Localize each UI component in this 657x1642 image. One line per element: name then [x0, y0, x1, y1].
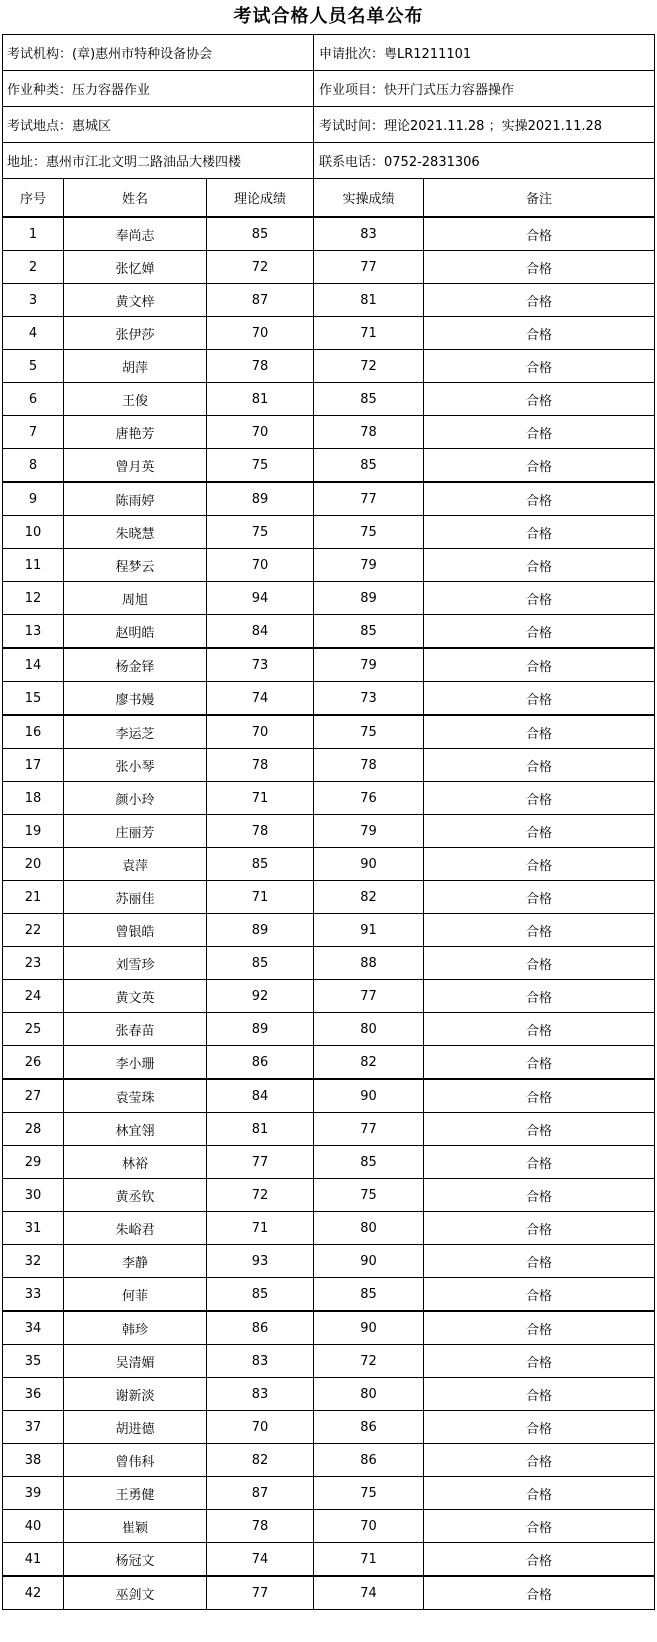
- cell-practical-score: 70: [314, 1510, 424, 1543]
- cell-seq: 38: [3, 1444, 64, 1477]
- cell-seq: 29: [3, 1146, 64, 1179]
- cell-seq: 9: [3, 482, 64, 516]
- application-batch: 申请批次：粤LR1211101: [314, 35, 655, 71]
- cell-remark: 合格: [424, 980, 655, 1013]
- cell-remark: 合格: [424, 881, 655, 914]
- cell-theory-score: 70: [207, 416, 314, 449]
- cell-seq: 8: [3, 449, 64, 483]
- cell-practical-score: 85: [314, 383, 424, 416]
- cell-seq: 14: [3, 648, 64, 682]
- cell-remark: 合格: [424, 1477, 655, 1510]
- cell-theory-score: 81: [207, 383, 314, 416]
- cell-name: 吴清媚: [64, 1345, 207, 1378]
- table-row: [3, 782, 655, 815]
- cell-theory-score: 74: [207, 1543, 314, 1577]
- table-row: [3, 1543, 655, 1577]
- table-row: [3, 1278, 655, 1312]
- cell-seq: 23: [3, 947, 64, 980]
- table-row: [3, 582, 655, 615]
- cell-remark: 合格: [424, 1212, 655, 1245]
- cell-name: 袁莹珠: [64, 1079, 207, 1113]
- cell-theory-score: 84: [207, 615, 314, 649]
- cell-name: 曾银皓: [64, 914, 207, 947]
- cell-theory-score: 85: [207, 848, 314, 881]
- cell-theory-score: 83: [207, 1345, 314, 1378]
- column-header-seq: 序号: [3, 179, 64, 218]
- table-row: [3, 980, 655, 1013]
- cell-name: 胡萍: [64, 350, 207, 383]
- table-row: [3, 848, 655, 881]
- cell-name: 张忆婵: [64, 251, 207, 284]
- cell-practical-score: 90: [314, 1245, 424, 1278]
- cell-practical-score: 76: [314, 782, 424, 815]
- cell-seq: 18: [3, 782, 64, 815]
- cell-seq: 7: [3, 416, 64, 449]
- cell-practical-score: 75: [314, 715, 424, 749]
- cell-seq: 3: [3, 284, 64, 317]
- cell-theory-score: 93: [207, 1245, 314, 1278]
- cell-theory-score: 77: [207, 1146, 314, 1179]
- cell-name: 崔颖: [64, 1510, 207, 1543]
- cell-practical-score: 91: [314, 914, 424, 947]
- table-row: [3, 1477, 655, 1510]
- table-row: [3, 1245, 655, 1278]
- table-row: [3, 549, 655, 582]
- cell-practical-score: 85: [314, 615, 424, 649]
- contact-phone: 联系电话：0752-2831306: [314, 143, 655, 179]
- cell-seq: 35: [3, 1345, 64, 1378]
- table-row: [3, 615, 655, 649]
- cell-remark: 合格: [424, 1378, 655, 1411]
- cell-name: 胡进德: [64, 1411, 207, 1444]
- cell-name: 奉尚志: [64, 217, 207, 251]
- cell-remark: 合格: [424, 715, 655, 749]
- cell-theory-score: 70: [207, 715, 314, 749]
- table-row: [3, 914, 655, 947]
- cell-seq: 26: [3, 1046, 64, 1080]
- cell-theory-score: 85: [207, 947, 314, 980]
- cell-seq: 21: [3, 881, 64, 914]
- cell-theory-score: 71: [207, 881, 314, 914]
- table-row: [3, 284, 655, 317]
- cell-name: 赵明皓: [64, 615, 207, 649]
- cell-seq: 13: [3, 615, 64, 649]
- cell-theory-score: 87: [207, 284, 314, 317]
- cell-theory-score: 73: [207, 648, 314, 682]
- cell-theory-score: 85: [207, 1278, 314, 1312]
- cell-practical-score: 77: [314, 482, 424, 516]
- info-row: [3, 71, 655, 107]
- cell-theory-score: 89: [207, 914, 314, 947]
- cell-practical-score: 86: [314, 1411, 424, 1444]
- table-row: [3, 482, 655, 516]
- cell-name: 何菲: [64, 1278, 207, 1312]
- cell-seq: 20: [3, 848, 64, 881]
- cell-remark: 合格: [424, 1444, 655, 1477]
- cell-practical-score: 73: [314, 682, 424, 716]
- cell-practical-score: 82: [314, 1046, 424, 1080]
- cell-name: 朱晓慧: [64, 516, 207, 549]
- table-row: [3, 1378, 655, 1411]
- info-row: [3, 35, 655, 71]
- table-row: [3, 1046, 655, 1080]
- cell-remark: 合格: [424, 1543, 655, 1577]
- cell-practical-score: 80: [314, 1212, 424, 1245]
- cell-seq: 41: [3, 1543, 64, 1577]
- cell-remark: 合格: [424, 1411, 655, 1444]
- cell-seq: 40: [3, 1510, 64, 1543]
- cell-theory-score: 74: [207, 682, 314, 716]
- cell-theory-score: 89: [207, 482, 314, 516]
- cell-practical-score: 72: [314, 1345, 424, 1378]
- cell-remark: 合格: [424, 1046, 655, 1080]
- results-table: [2, 34, 655, 1610]
- table-row: [3, 1411, 655, 1444]
- cell-practical-score: 75: [314, 1179, 424, 1212]
- cell-name: 张春苗: [64, 1013, 207, 1046]
- cell-seq: 42: [3, 1576, 64, 1610]
- cell-practical-score: 80: [314, 1378, 424, 1411]
- cell-practical-score: 77: [314, 251, 424, 284]
- cell-remark: 合格: [424, 1510, 655, 1543]
- cell-remark: 合格: [424, 284, 655, 317]
- cell-practical-score: 78: [314, 749, 424, 782]
- cell-name: 曾月英: [64, 449, 207, 483]
- cell-name: 刘雪珍: [64, 947, 207, 980]
- cell-name: 林裕: [64, 1146, 207, 1179]
- cell-remark: 合格: [424, 251, 655, 284]
- cell-theory-score: 75: [207, 516, 314, 549]
- cell-name: 黄丞钦: [64, 1179, 207, 1212]
- cell-seq: 28: [3, 1113, 64, 1146]
- cell-seq: 15: [3, 682, 64, 716]
- table-row: [3, 251, 655, 284]
- cell-seq: 6: [3, 383, 64, 416]
- cell-name: 李小珊: [64, 1046, 207, 1080]
- table-row: [3, 1179, 655, 1212]
- cell-name: 巫剑文: [64, 1576, 207, 1610]
- cell-theory-score: 78: [207, 1510, 314, 1543]
- table-row: [3, 715, 655, 749]
- cell-seq: 17: [3, 749, 64, 782]
- cell-practical-score: 82: [314, 881, 424, 914]
- cell-seq: 16: [3, 715, 64, 749]
- work-item: 作业项目：快开门式压力容器操作: [314, 71, 655, 107]
- cell-seq: 31: [3, 1212, 64, 1245]
- cell-practical-score: 85: [314, 1146, 424, 1179]
- table-row: [3, 416, 655, 449]
- cell-remark: 合格: [424, 1113, 655, 1146]
- table-row: [3, 947, 655, 980]
- cell-seq: 33: [3, 1278, 64, 1312]
- cell-remark: 合格: [424, 615, 655, 649]
- cell-name: 朱峪君: [64, 1212, 207, 1245]
- info-row: [3, 143, 655, 179]
- cell-practical-score: 89: [314, 582, 424, 615]
- cell-name: 李静: [64, 1245, 207, 1278]
- cell-name: 颜小玲: [64, 782, 207, 815]
- cell-remark: 合格: [424, 549, 655, 582]
- cell-theory-score: 87: [207, 1477, 314, 1510]
- cell-remark: 合格: [424, 1278, 655, 1312]
- cell-theory-score: 72: [207, 251, 314, 284]
- cell-practical-score: 85: [314, 1278, 424, 1312]
- table-row: [3, 449, 655, 483]
- cell-name: 张小琴: [64, 749, 207, 782]
- cell-practical-score: 79: [314, 648, 424, 682]
- cell-theory-score: 82: [207, 1444, 314, 1477]
- cell-practical-score: 72: [314, 350, 424, 383]
- cell-name: 周旭: [64, 582, 207, 615]
- exam-location: 考试地点：惠城区: [3, 107, 314, 143]
- cell-remark: 合格: [424, 682, 655, 716]
- cell-name: 王俊: [64, 383, 207, 416]
- table-row: [3, 317, 655, 350]
- cell-seq: 22: [3, 914, 64, 947]
- cell-seq: 10: [3, 516, 64, 549]
- cell-practical-score: 88: [314, 947, 424, 980]
- cell-seq: 2: [3, 251, 64, 284]
- cell-remark: 合格: [424, 217, 655, 251]
- cell-remark: 合格: [424, 449, 655, 483]
- cell-remark: 合格: [424, 383, 655, 416]
- cell-practical-score: 90: [314, 1079, 424, 1113]
- cell-remark: 合格: [424, 1179, 655, 1212]
- table-row: [3, 1576, 655, 1610]
- cell-remark: 合格: [424, 1013, 655, 1046]
- cell-seq: 1: [3, 217, 64, 251]
- cell-practical-score: 81: [314, 284, 424, 317]
- cell-theory-score: 70: [207, 549, 314, 582]
- cell-remark: 合格: [424, 648, 655, 682]
- cell-remark: 合格: [424, 1146, 655, 1179]
- cell-seq: 30: [3, 1179, 64, 1212]
- cell-theory-score: 78: [207, 749, 314, 782]
- cell-remark: 合格: [424, 350, 655, 383]
- cell-seq: 27: [3, 1079, 64, 1113]
- cell-name: 曾伟科: [64, 1444, 207, 1477]
- table-row: [3, 682, 655, 716]
- work-category: 作业种类：压力容器作业: [3, 71, 314, 107]
- cell-theory-score: 81: [207, 1113, 314, 1146]
- table-row: [3, 1444, 655, 1477]
- cell-seq: 37: [3, 1411, 64, 1444]
- cell-practical-score: 78: [314, 416, 424, 449]
- table-row: [3, 217, 655, 251]
- cell-theory-score: 94: [207, 582, 314, 615]
- cell-theory-score: 75: [207, 449, 314, 483]
- cell-practical-score: 75: [314, 1477, 424, 1510]
- cell-name: 唐艳芳: [64, 416, 207, 449]
- info-row: [3, 107, 655, 143]
- cell-seq: 34: [3, 1311, 64, 1345]
- cell-theory-score: 86: [207, 1046, 314, 1080]
- table-row: [3, 648, 655, 682]
- cell-name: 杨金铎: [64, 648, 207, 682]
- table-row: [3, 1311, 655, 1345]
- table-header-row: [3, 179, 655, 218]
- cell-practical-score: 90: [314, 848, 424, 881]
- exam-time: 考试时间：理论2021.11.28 ；实操2021.11.28: [314, 107, 655, 143]
- cell-name: 廖书嫚: [64, 682, 207, 716]
- cell-seq: 24: [3, 980, 64, 1013]
- table-row: [3, 1345, 655, 1378]
- cell-name: 庄丽芳: [64, 815, 207, 848]
- cell-remark: 合格: [424, 1345, 655, 1378]
- cell-theory-score: 77: [207, 1576, 314, 1610]
- cell-name: 袁萍: [64, 848, 207, 881]
- cell-practical-score: 77: [314, 980, 424, 1013]
- cell-remark: 合格: [424, 749, 655, 782]
- cell-remark: 合格: [424, 848, 655, 881]
- cell-remark: 合格: [424, 782, 655, 815]
- table-row: [3, 815, 655, 848]
- page-title: 考试合格人员名单公布: [233, 6, 424, 27]
- address: 地址：惠州市江北文明二路油品大楼四楼: [3, 143, 314, 179]
- column-header-remark: 备注: [424, 179, 655, 218]
- cell-practical-score: 79: [314, 815, 424, 848]
- cell-practical-score: 75: [314, 516, 424, 549]
- table-row: [3, 516, 655, 549]
- table-row: [3, 1079, 655, 1113]
- cell-remark: 合格: [424, 947, 655, 980]
- cell-practical-score: 74: [314, 1576, 424, 1610]
- cell-theory-score: 89: [207, 1013, 314, 1046]
- cell-remark: 合格: [424, 815, 655, 848]
- cell-seq: 12: [3, 582, 64, 615]
- cell-theory-score: 70: [207, 317, 314, 350]
- cell-name: 杨冠文: [64, 1543, 207, 1577]
- cell-name: 黄文英: [64, 980, 207, 1013]
- table-row: [3, 881, 655, 914]
- cell-remark: 合格: [424, 1576, 655, 1610]
- cell-practical-score: 86: [314, 1444, 424, 1477]
- cell-seq: 32: [3, 1245, 64, 1278]
- cell-name: 张伊莎: [64, 317, 207, 350]
- table-row: [3, 1146, 655, 1179]
- cell-name: 王勇健: [64, 1477, 207, 1510]
- table-row: [3, 1013, 655, 1046]
- cell-practical-score: 90: [314, 1311, 424, 1345]
- table-row: [3, 350, 655, 383]
- cell-practical-score: 83: [314, 217, 424, 251]
- cell-practical-score: 71: [314, 1543, 424, 1577]
- cell-theory-score: 70: [207, 1411, 314, 1444]
- table-row: [3, 1113, 655, 1146]
- cell-theory-score: 72: [207, 1179, 314, 1212]
- cell-practical-score: 80: [314, 1013, 424, 1046]
- exam-org: 考试机构：(章)惠州市特种设备协会: [3, 35, 314, 71]
- cell-seq: 19: [3, 815, 64, 848]
- cell-remark: 合格: [424, 317, 655, 350]
- cell-theory-score: 86: [207, 1311, 314, 1345]
- cell-theory-score: 71: [207, 782, 314, 815]
- column-header-theory: 理论成绩: [207, 179, 314, 218]
- cell-seq: 25: [3, 1013, 64, 1046]
- cell-name: 陈雨婷: [64, 482, 207, 516]
- cell-theory-score: 78: [207, 815, 314, 848]
- column-header-practical: 实操成绩: [314, 179, 424, 218]
- cell-name: 林宜翎: [64, 1113, 207, 1146]
- cell-name: 韩珍: [64, 1311, 207, 1345]
- cell-name: 程梦云: [64, 549, 207, 582]
- cell-remark: 合格: [424, 516, 655, 549]
- cell-theory-score: 92: [207, 980, 314, 1013]
- cell-seq: 36: [3, 1378, 64, 1411]
- cell-theory-score: 71: [207, 1212, 314, 1245]
- column-header-name: 姓名: [64, 179, 207, 218]
- cell-name: 谢新淡: [64, 1378, 207, 1411]
- table-row: [3, 749, 655, 782]
- cell-name: 黄文梓: [64, 284, 207, 317]
- cell-practical-score: 71: [314, 317, 424, 350]
- cell-remark: 合格: [424, 1311, 655, 1345]
- cell-practical-score: 79: [314, 549, 424, 582]
- cell-theory-score: 84: [207, 1079, 314, 1113]
- cell-seq: 4: [3, 317, 64, 350]
- table-row: [3, 1212, 655, 1245]
- table-row: [3, 383, 655, 416]
- cell-remark: 合格: [424, 1245, 655, 1278]
- table-row: [3, 1510, 655, 1543]
- cell-name: 苏丽佳: [64, 881, 207, 914]
- cell-remark: 合格: [424, 914, 655, 947]
- cell-theory-score: 85: [207, 217, 314, 251]
- cell-theory-score: 78: [207, 350, 314, 383]
- cell-seq: 11: [3, 549, 64, 582]
- cell-seq: 5: [3, 350, 64, 383]
- cell-name: 李运芝: [64, 715, 207, 749]
- cell-remark: 合格: [424, 1079, 655, 1113]
- cell-practical-score: 77: [314, 1113, 424, 1146]
- cell-remark: 合格: [424, 582, 655, 615]
- cell-remark: 合格: [424, 416, 655, 449]
- cell-practical-score: 85: [314, 449, 424, 483]
- cell-seq: 39: [3, 1477, 64, 1510]
- cell-remark: 合格: [424, 482, 655, 516]
- cell-theory-score: 83: [207, 1378, 314, 1411]
